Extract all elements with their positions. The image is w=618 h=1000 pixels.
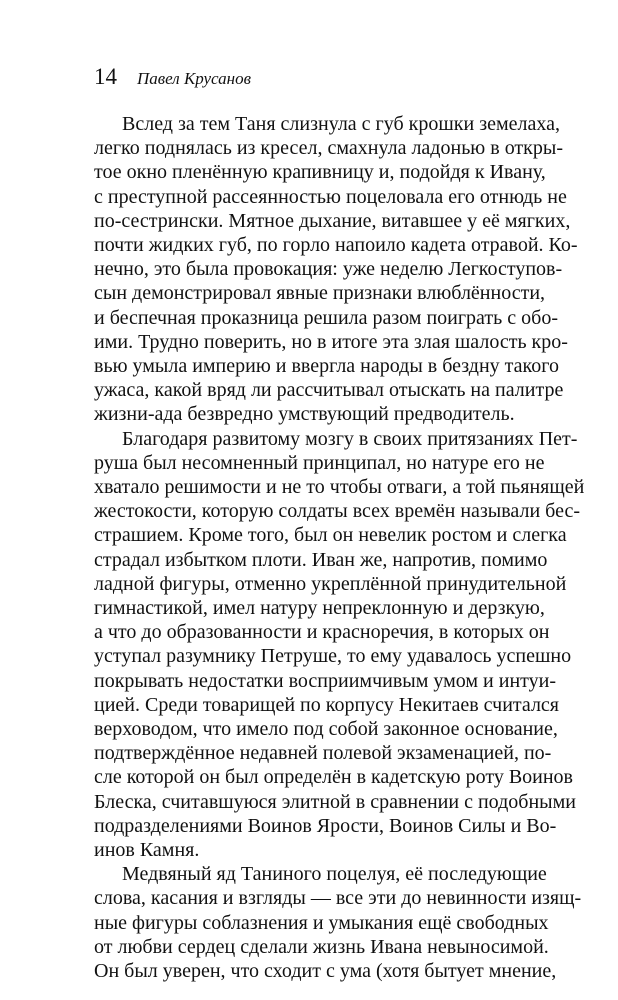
- text-line: легко поднялась из кресел, смахнула ладонью в откры-: [94, 137, 563, 160]
- text-line: уступал разумнику Петруше, то ему удавалось успешно: [94, 645, 572, 668]
- text-line: и беспечная проказница решила разом поиграть с обо-: [94, 306, 558, 329]
- text-line: Медвяный яд Таниного поцелуя, её последующие: [122, 863, 547, 886]
- text-line: ные фигуры соблазнения и умыкания ещё свободных: [94, 911, 549, 934]
- text-line: инов Камня.: [94, 839, 200, 861]
- text-line: с преступной рассеянностью поцеловала его отнюдь не: [94, 185, 567, 208]
- text-line: ужаса, какой вряд ли рассчитывал отыскать на палитре: [94, 379, 564, 402]
- text-line: почти жидких губ, по горло напоило кадета отравой. Ко-: [94, 234, 578, 256]
- text-line: руша был несомненный принципал, но натуре его не: [94, 451, 545, 474]
- text-line: ими. Трудно поверить, но в итоге эта злая шалость кро-: [94, 330, 568, 353]
- text-line: жестокости, которую солдаты всех времён называли бес-: [94, 500, 580, 523]
- text-line: хватало решимости и не то чтобы отваги, а той пьянящей: [94, 476, 585, 498]
- text-line: покрывать недостатки восприимчивым умом и интуи-: [94, 669, 556, 692]
- text-line: верховодом, что имело под собой законное основание,: [94, 718, 558, 740]
- text-line: Благодаря развитому мозгу в своих притязаниях Пет-: [122, 427, 578, 450]
- text-line: страдал избытком плоти. Иван же, напротив, помимо: [94, 548, 548, 571]
- text-line: Он был уверен, что сходит с ума (хотя бытует мнение,: [94, 960, 557, 982]
- text-line: слова, касания и взгляды — все эти до невинности изящ-: [94, 887, 582, 910]
- text-line: а что до образованности и красноречия, в которых он: [94, 621, 550, 644]
- running-header: [94, 64, 251, 90]
- text-line: жизни-ада безвредно умствующий предводитель.: [94, 403, 515, 426]
- text-line: Вслед за тем Таня слизнула с губ крошки земелаха,: [122, 113, 560, 135]
- text-line: Блеска, считавшуюся элитной в сравнении с подобными: [94, 790, 576, 813]
- author-name: Павел Крусанов: [137, 69, 251, 88]
- text-line: сын демонстрировал явные признаки влюблённости,: [94, 282, 546, 305]
- text-line: ладной фигуры, отменно укреплённой принудительной: [94, 572, 567, 595]
- text-line: подразделениями Воинов Ярости, Воинов Силы и Во-: [94, 814, 557, 837]
- text-line: подтверждённое недавней полевой экзаменацией, по-: [94, 742, 552, 765]
- text-line: страшием. Кроме того, был он невелик ростом и слегка: [94, 524, 567, 547]
- text-line: вью умыла империю и ввергла народы в бездну такого: [94, 355, 559, 377]
- text-line: тое окно пленённую крапивницу и, подойдя к Ивану,: [94, 161, 546, 184]
- text-line: по-сестрински. Мятное дыхание, витавшее у её мягких,: [94, 209, 571, 232]
- text-line: от любви сердец сделали жизнь Ивана невыносимой.: [94, 935, 549, 958]
- text-line: сле которой он был определён в кадетскую роту Воинов: [94, 766, 574, 789]
- text-line: гимнастикой, имел натуру непреклонную и дерзкую,: [94, 597, 545, 619]
- text-line: нечно, это была провокация: уже неделю Легкоступов-: [94, 258, 563, 281]
- page-number: 14: [94, 64, 117, 89]
- text-line: цией. Среди товарищей по корпусу Некитаев считался: [94, 693, 560, 716]
